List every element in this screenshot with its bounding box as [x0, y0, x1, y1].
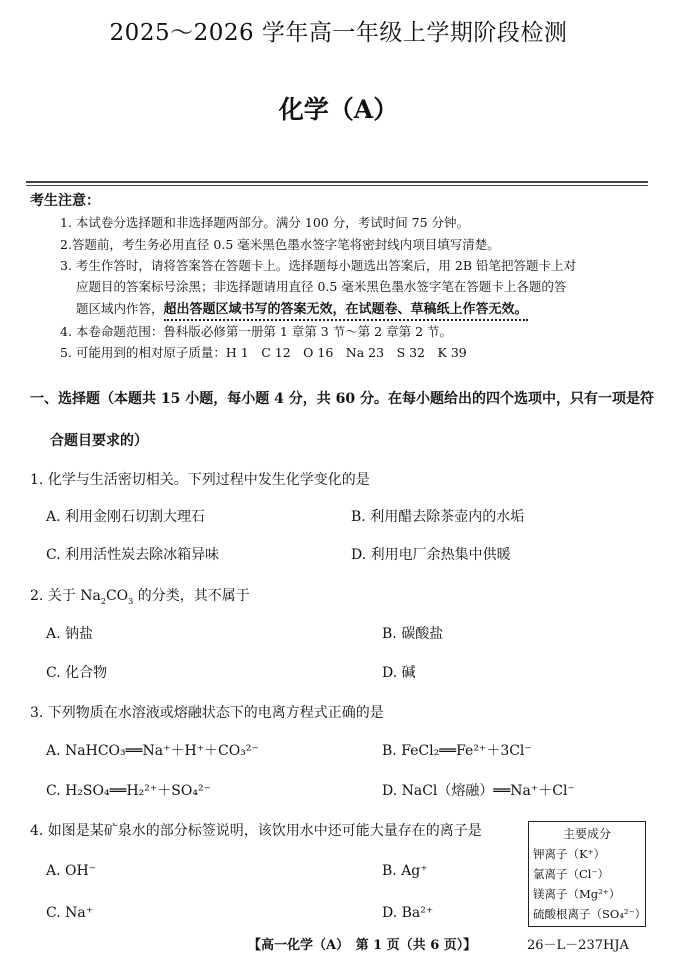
question-3-option-a: A. NaHCO₃══Na⁺＋H⁺＋CO₃²⁻	[46, 743, 259, 759]
question-3-stem: 3. 下列物质在水溶液或熔融状态下的电离方程式正确的是	[30, 705, 384, 721]
label-box-heading: 主要成分	[562, 827, 611, 841]
question-2-stem	[30, 585, 250, 606]
question-2-stem-pre: 2. 关于 Na	[30, 588, 101, 604]
notice-item-2: 2.答题前，考生务必用直径 0.5 毫米黑色墨水签字笔将密封线内项目填写清楚。	[60, 237, 500, 252]
question-4-option-c: C. Na⁺	[46, 905, 94, 921]
notice-item-3-prefix: 题区域内作答，	[76, 301, 164, 316]
label-box-item-sulfate: 硫酸根离子（SO₄²⁻）	[533, 907, 647, 921]
question-3-option-d: D. NaCl（熔融）══Na⁺＋Cl⁻	[382, 783, 575, 799]
question-2-option-b: B. 碳酸盐	[382, 626, 444, 642]
question-4-option-a: A. OH⁻	[46, 863, 97, 879]
divider-thick	[26, 181, 648, 183]
divider-thin	[26, 185, 648, 186]
notice-item-3-cont: 应题目的答案标号涂黑；非选择题请用直径 0.5 毫米黑色墨水签字笔在答题卡上各题的答	[76, 279, 567, 294]
question-2-option-d: D. 碱	[382, 665, 416, 681]
question-1-option-a: A. 利用金刚石切割大理石	[46, 509, 206, 525]
question-2-sub-2: 3	[128, 596, 134, 606]
question-1-option-c: C. 利用活性炭去除冰箱异味	[46, 547, 220, 563]
exam-title: 2025～2026 学年高一年级上学期阶段检测	[109, 20, 568, 46]
section-heading-line1: 一、选择题（本题共 15 小题，每小题 4 分，共 60 分。在每小题给出的四个选项中，只有一项是符	[30, 391, 654, 407]
question-4-stem: 4. 如图是某矿泉水的部分标签说明，该饮用水中还可能大量存在的离子是	[30, 823, 482, 839]
label-box-item-magnesium: 镁离子（Mg²⁺）	[533, 887, 621, 901]
question-3-option-b: B. FeCl₂══Fe²⁺＋3Cl⁻	[382, 743, 532, 759]
notice-item-4: 4. 本卷命题范围：鲁科版必修第一册第 1 章第 3 节～第 2 章第 2 节。	[60, 324, 452, 339]
notice-heading: 考生注意：	[30, 193, 100, 209]
mineral-water-label-box	[528, 821, 646, 927]
question-2-sub-1: 2	[100, 596, 106, 606]
section-heading-line2: 合题目要求的）	[50, 433, 148, 449]
question-1-stem: 1. 化学与生活密切相关。下列过程中发生化学变化的是	[30, 472, 370, 488]
question-2-option-c: C. 化合物	[46, 665, 108, 681]
exam-code: 26－L－237HJA	[527, 938, 629, 953]
label-box-item-chloride: 氯离子（Cl⁻）	[533, 867, 610, 881]
question-1-option-d: D. 利用电厂余热集中供暖	[351, 547, 511, 563]
notice-item-3: 3. 考生作答时，请将答案答在答题卡上。选择题每小题选出答案后，用 2B 铅笔把答题卡上对	[60, 258, 576, 273]
label-box-item-potassium: 钾离子（K⁺）	[533, 847, 606, 861]
page-footer: 【高一化学（A） 第 1 页（共 6 页）】	[248, 938, 477, 953]
question-3-option-c: C. H₂SO₄══H₂²⁺＋SO₄²⁻	[46, 783, 211, 799]
notice-emphasis: 超出答题区域书写的答案无效，在试题卷、草稿纸上作答无效。	[164, 302, 528, 321]
notice-item-1: 1. 本试卷分选择题和非选择题两部分。满分 100 分，考试时间 75 分钟。	[60, 215, 470, 230]
notice-item-3-cont2	[76, 298, 528, 317]
question-4-option-b: B. Ag⁺	[382, 863, 428, 879]
question-2-stem-mid: CO	[105, 588, 129, 604]
question-2-stem-post: 的分类，其不属于	[133, 588, 250, 604]
subject-title: 化学（A）	[278, 95, 399, 124]
question-4-option-d: D. Ba²⁺	[382, 905, 434, 921]
question-2-option-a: A. 钠盐	[46, 626, 94, 642]
question-1-option-b: B. 利用醋去除茶壶内的水垢	[351, 509, 525, 525]
notice-item-5: 5. 可能用到的相对原子质量：H 1 C 12 O 16 Na 23 S 32 K 39	[60, 345, 467, 360]
